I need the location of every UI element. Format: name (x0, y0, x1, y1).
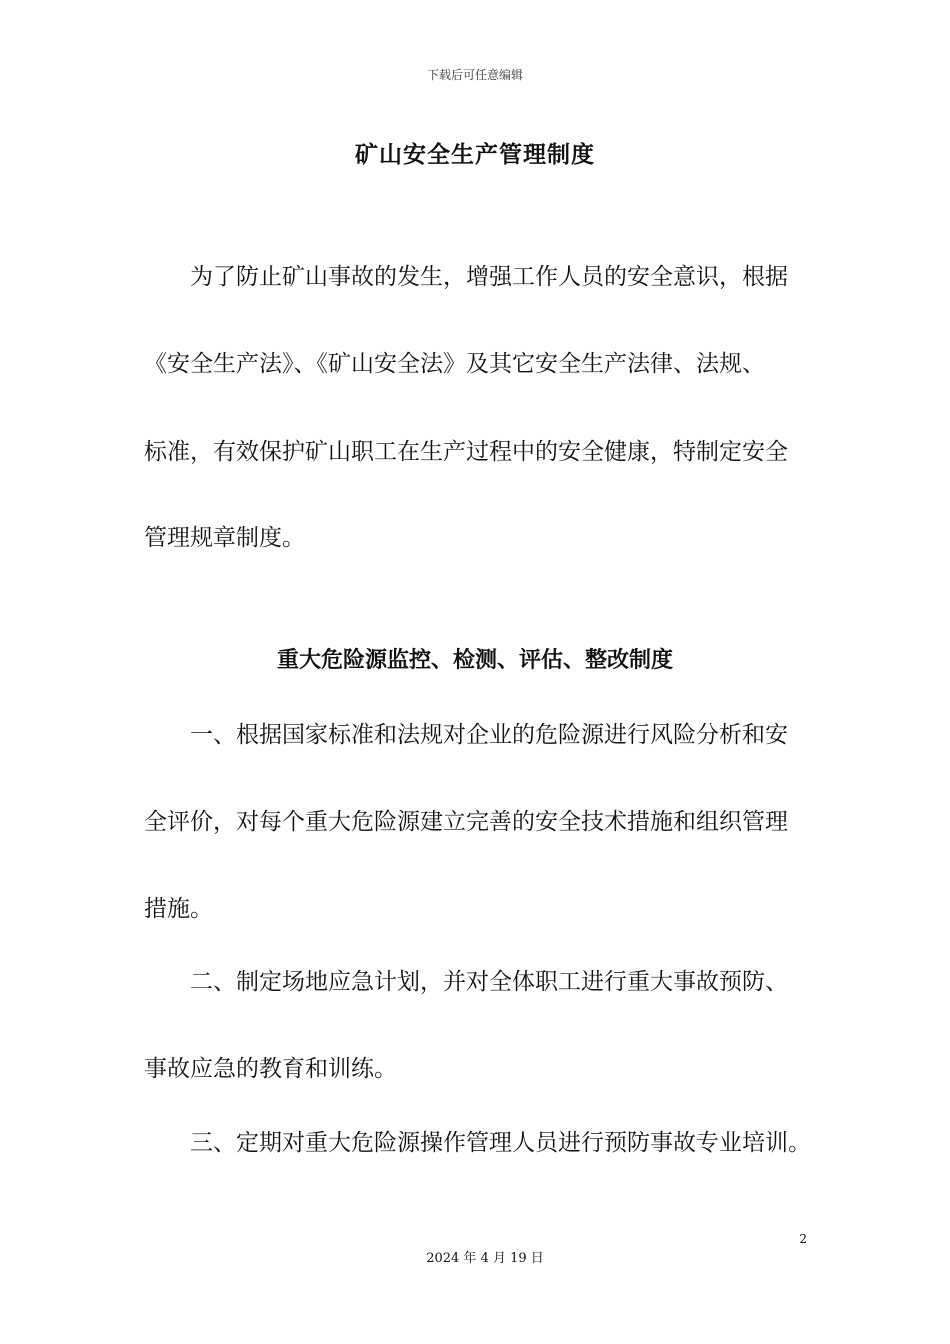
item-line: 全评价，对每个重大危险源建立完善的安全技术措施和组织管理 (144, 809, 788, 835)
section-title: 重大危险源监控、检测、评估、整改制度 (276, 648, 673, 673)
item-line: 事故应急的教育和训练。 (144, 1056, 397, 1082)
footer-date: 2024 年 4 月 19 日 (426, 1251, 544, 1266)
item-line: 三、定期对重大危险源操作管理人员进行预防事故专业培训。 (190, 1130, 811, 1156)
intro-line: 标准，有效保护矿山职工在生产过程中的安全健康，特制定安全 (144, 439, 788, 465)
page-number: 2 (799, 1232, 807, 1246)
document-title: 矿山安全生产管理制度 (355, 142, 595, 168)
intro-line: 《安全生产法》、《矿山安全法》及其它安全生产法律、法规、 (144, 351, 765, 377)
item-line: 二、制定场地应急计划，并对全体职工进行重大事故预防、 (190, 969, 788, 995)
intro-line: 管理规章制度。 (144, 525, 305, 551)
item-line: 一、根据国家标准和法规对企业的危险源进行风险分析和安 (190, 722, 788, 748)
item-line: 措施。 (144, 896, 213, 922)
intro-line: 为了防止矿山事故的发生，增强工作人员的安全意识，根据 (190, 264, 788, 290)
header-note: 下载后可任意编辑 (426, 68, 523, 82)
